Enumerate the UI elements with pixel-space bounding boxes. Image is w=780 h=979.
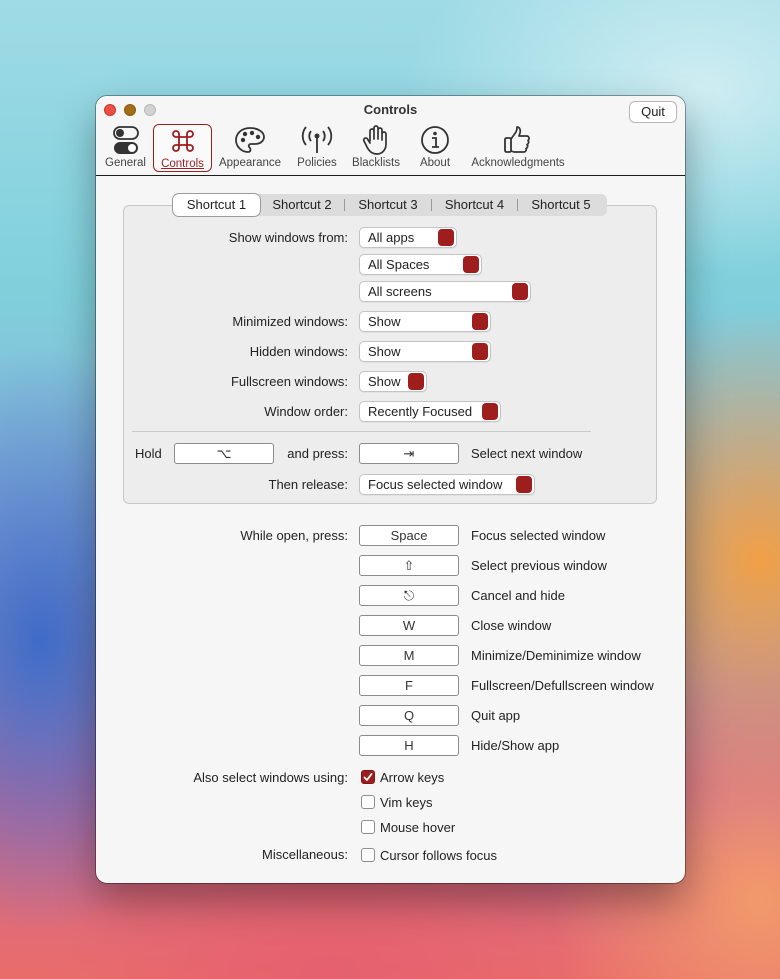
minimized-windows-value: Show (368, 314, 401, 329)
thumbs-up-icon (502, 124, 534, 156)
window-order-value: Recently Focused (368, 404, 473, 419)
release-action-select[interactable] (359, 474, 535, 495)
chevron-updown-icon (482, 403, 498, 420)
info-icon (419, 124, 451, 156)
tab-shortcut-3[interactable]: Shortcut 3 (358, 197, 418, 212)
f-key-field[interactable]: F (359, 675, 459, 696)
vim-keys-label: Vim keys (380, 795, 433, 810)
hold-key-field[interactable]: ⌥ (174, 443, 274, 464)
release-action-value: Focus selected window (368, 477, 503, 492)
toolbar-label: Acknowledgments (471, 157, 565, 169)
spaces-select-value: All Spaces (368, 257, 430, 272)
cursor-follows-focus-checkbox[interactable] (361, 848, 375, 862)
palette-icon (233, 124, 267, 156)
screens-select[interactable] (359, 281, 531, 302)
toolbar-label: Controls (161, 158, 204, 170)
show-windows-from-label: Show windows from: (228, 230, 348, 245)
escape-key-field[interactable]: ⎋ (359, 585, 459, 606)
chevron-updown-icon (463, 256, 479, 273)
toolbar-general[interactable] (103, 124, 148, 172)
preferences-window (96, 96, 685, 883)
window-order-label: Window order: (264, 404, 348, 419)
hold-label: Hold (135, 446, 162, 461)
toolbar-blacklists[interactable] (348, 124, 404, 172)
chevron-updown-icon (472, 343, 488, 360)
chevron-updown-icon (408, 373, 424, 390)
checkmark-icon (362, 771, 374, 783)
m-key-field[interactable]: M (359, 645, 459, 666)
also-select-label: Also select windows using: (193, 770, 348, 785)
toolbar-label: About (419, 157, 451, 169)
shift-key-field[interactable]: ⇧ (359, 555, 459, 576)
shortcut-tabs (173, 194, 607, 216)
minimized-windows-select[interactable] (359, 311, 491, 332)
toolbar-label: Blacklists (352, 157, 400, 169)
window-order-select[interactable] (359, 401, 501, 422)
toolbar-controls[interactable] (153, 124, 212, 172)
toolbar-label: General (105, 157, 146, 169)
tab-shortcut-1[interactable]: Shortcut 1 (173, 194, 260, 216)
action-label: Focus selected window (471, 528, 606, 543)
action-label: Cancel and hide (471, 588, 565, 603)
arrow-keys-label: Arrow keys (380, 770, 445, 785)
miscellaneous-label: Miscellaneous: (262, 847, 348, 862)
toolbar-policies[interactable] (294, 124, 340, 172)
action-label: Fullscreen/Defullscreen window (471, 678, 654, 693)
action-label: Hide/Show app (471, 738, 560, 753)
action-label: Quit app (471, 708, 521, 723)
fullscreen-windows-label: Fullscreen windows: (230, 374, 348, 389)
chevron-updown-icon (516, 476, 532, 493)
minimized-windows-label: Minimized windows: (232, 314, 348, 329)
tab-shortcut-2[interactable]: Shortcut 2 (272, 197, 332, 212)
spaces-select[interactable] (359, 254, 482, 275)
vim-keys-checkbox[interactable] (361, 795, 375, 809)
h-key-field[interactable]: H (359, 735, 459, 756)
select-next-label: Select next window (471, 446, 583, 461)
toolbar-label: Policies (297, 157, 337, 169)
hand-icon (361, 124, 391, 156)
fullscreen-windows-select[interactable] (359, 371, 427, 392)
press-key-field[interactable]: ⇥ (359, 443, 459, 464)
space-key-field[interactable]: Space (359, 525, 459, 546)
screens-select-value: All screens (368, 284, 432, 299)
toolbar-about[interactable] (417, 124, 453, 172)
hidden-windows-label: Hidden windows: (249, 344, 348, 359)
window-title: Controls (363, 102, 418, 117)
chevron-updown-icon (512, 283, 528, 300)
tab-shortcut-5[interactable]: Shortcut 5 (531, 197, 591, 212)
action-label: Select previous window (471, 558, 607, 573)
chevron-updown-icon (472, 313, 488, 330)
toggles-icon (111, 124, 141, 156)
and-press-label: and press: (287, 446, 348, 461)
quit-button[interactable]: Quit (629, 101, 677, 123)
fullscreen-windows-value: Show (368, 374, 401, 389)
tab-shortcut-4[interactable]: Shortcut 4 (444, 197, 505, 212)
q-key-field[interactable]: Q (359, 705, 459, 726)
cursor-follows-focus-label: Cursor follows focus (380, 848, 498, 863)
antenna-icon (300, 124, 334, 156)
action-label: Close window (471, 618, 552, 633)
then-release-label: Then release: (268, 477, 348, 492)
apps-select-value: All apps (368, 230, 415, 245)
apps-select[interactable] (359, 227, 457, 248)
while-open-label: While open, press: (240, 528, 348, 543)
mouse-hover-checkbox[interactable] (361, 820, 375, 834)
toolbar-appearance[interactable] (218, 124, 282, 172)
toolbar-label: Appearance (218, 157, 282, 169)
title-bar (96, 96, 685, 176)
hidden-windows-value: Show (368, 344, 401, 359)
arrow-keys-checkbox[interactable] (361, 770, 375, 784)
command-icon (168, 125, 198, 157)
action-label: Minimize/Deminimize window (471, 648, 641, 663)
chevron-updown-icon (438, 229, 454, 246)
hidden-windows-select[interactable] (359, 341, 491, 362)
toolbar-acknowledgments[interactable] (468, 124, 568, 172)
divider (132, 431, 591, 432)
mouse-hover-label: Mouse hover (380, 820, 456, 835)
w-key-field[interactable]: W (359, 615, 459, 636)
